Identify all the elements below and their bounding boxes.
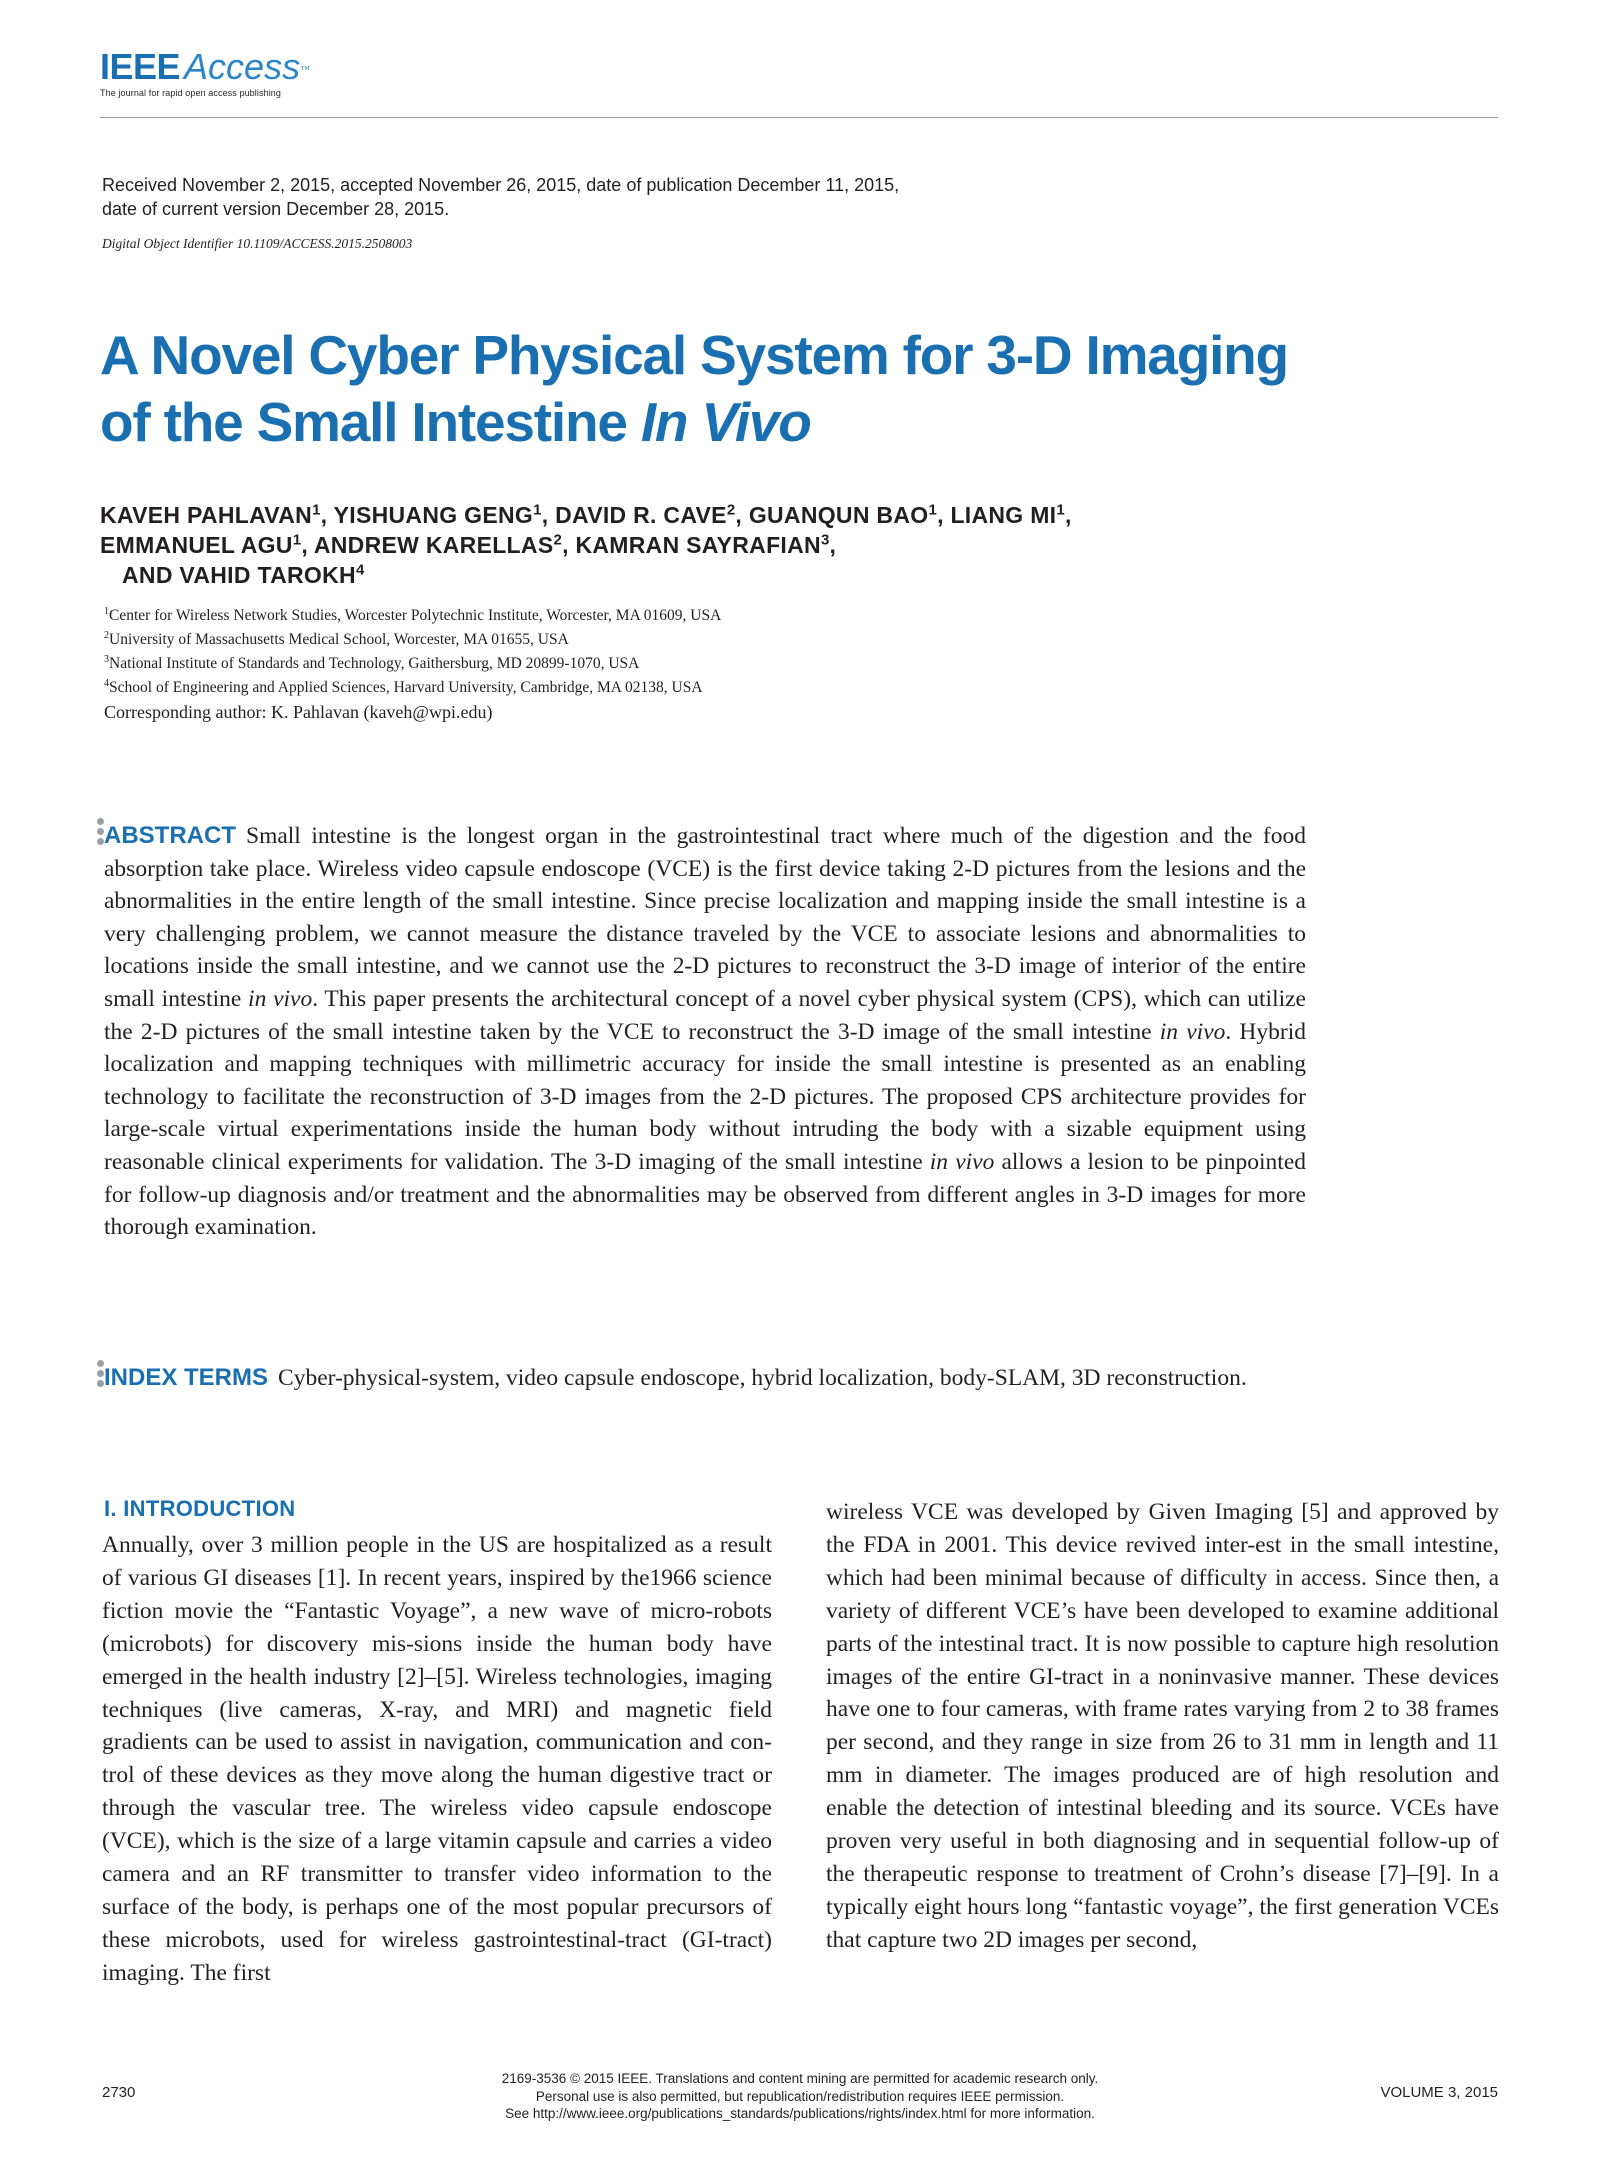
- author-separator: ,: [829, 532, 837, 558]
- page-number: 2730: [102, 2084, 136, 2101]
- affiliation-number: 1: [104, 605, 110, 617]
- abstract-text-4: allows a lesion to be pinpointed for follow-up diagnosis and/or treatment and the abnormalities may be observed from different angles in 3-D images for more thorough examination.: [104, 1148, 1307, 1241]
- abstract: [104, 820, 1306, 1244]
- affiliation-text: School of Engineering and Applied Sciences, Harvard University, Cambridge, MA 02138, USA: [109, 679, 703, 696]
- logo-ieee: IEEE: [100, 46, 181, 87]
- author-separator: ,: [541, 502, 556, 528]
- author-separator: ,: [1064, 502, 1072, 528]
- corresponding-author: Corresponding author: K. Pahlavan (kaveh@wpi.edu): [104, 702, 493, 722]
- author-name: EMMANUEL AGU: [100, 532, 293, 558]
- abstract-text-2: . This paper presents the architectural concept of a novel cyber physical system (CPS), which can utilize the 2-D pictures of the small intestine taken by the VCE to reconstruct the 3-D image of the small intestine: [104, 985, 1306, 1045]
- author-separator: ,: [320, 502, 334, 528]
- author-name: KAMRAN SAYRAFIAN: [575, 532, 821, 558]
- author-name: AND VAHID TAROKH: [122, 562, 356, 588]
- author-separator: ,: [301, 532, 314, 558]
- affiliation-item: [104, 604, 1204, 628]
- title-italic: In Vivo: [640, 391, 811, 453]
- body-column-right: wireless VCE was developed by Given Imaging [5] and approved by the FDA in 2001. This device revived inter-est in the small intestine, which had been minimal because of difficulty in access. Since then, a variety of different VCE’s have been developed to examine additional parts of the intestinal tract. It is now possible to capture high resolution images of the entire GI-tract in a noninvasive manner. These devices have one to four cameras, with frame rates varying from 2 to 38 frames per second, and they range in size from 26 to 31 mm in length and 11 mm in diameter. The images produced are of high resolution and enable the detection of intestinal bleeding and its source. VCEs have proven very useful in both diagnosing and in sequential follow-up of the therapeutic response to treatment of Crohn’s disease [7]–[9]. In a typically eight hours long “fantastic voyage”, the first generation VCEs that capture two 2D images per second,: [826, 1499, 1499, 1953]
- journal-logo: [100, 46, 310, 98]
- title-line-2: [100, 389, 1400, 456]
- author-affiliation: 1: [533, 501, 542, 519]
- author-list: [100, 500, 1400, 590]
- author-separator: ,: [562, 532, 576, 558]
- index-terms-label: INDEX TERMS: [104, 1364, 269, 1391]
- abstract-label: ABSTRACT: [104, 822, 236, 849]
- author-affiliation: 2: [726, 501, 736, 519]
- author-affiliation: 3: [820, 531, 830, 549]
- index-terms: [104, 1362, 1306, 1395]
- abstract-text-1: Small intestine is the longest organ in the gastrointestinal tract where much of the digestion and the food absorption take place. Wireless video capsule endoscope (VCE) is the first device taking 2-D pictures from the lesions and the abnormalities in the entire length of the small intestine. Since precise localization and mapping inside the small intestine is a very challenging problem, we cannot measure the distance traveled by the VCE to associate lesions and abnormalities to locations inside the small intestine, and we cannot use the 2-D pictures to reconstruct the 3-D image of interior of the entire small intestine: [104, 823, 1306, 1012]
- author-affiliation: 1: [312, 501, 321, 519]
- author-line-2: [100, 530, 1400, 560]
- affiliation-item: [104, 676, 1204, 700]
- author-name: ANDREW KARELLAS: [313, 532, 554, 558]
- index-terms-text: Cyber-physical-system, video capsule endoscope, hybrid localization, body-SLAM, 3D reconstruction.: [278, 1365, 1247, 1391]
- author-separator: ,: [937, 502, 951, 528]
- affiliation-number: 2: [104, 629, 110, 641]
- body-column-left: Annually, over 3 million people in the US are hospitalized as a result of various GI diseases [1]. In recent years, inspired by the1966 science fiction movie the “Fantastic Voyage”, a new wave of micro-robots (microbots) for discovery mis-sions inside the human body have emerged in the health industry [2]–[5]. Wireless technologies, imaging techniques (live cameras, X-ray, and MRI) and magnetic field gradients can be used to assist in navigation, communication and con-trol of these devices as they move along the human digestive tract or through the vascular tree. The wireless video capsule endoscope (VCE), which is the size of a large vitamin capsule and carries a video camera and an RF transmitter to transfer video information to the surface of the body, is perhaps one of the most popular precursors of these microbots, used for wireless gastrointestinal-tract (GI-tract) imaging. The first: [102, 1532, 772, 1986]
- copyright-notice: [380, 2070, 1220, 2123]
- affiliation-item: [104, 628, 1204, 652]
- section-heading: I. INTRODUCTION: [104, 1496, 296, 1521]
- author-line-3: [100, 560, 1400, 590]
- abstract-text-3: . Hybrid localization and mapping techniques with millimetric accuracy for inside the small intestine is presented as an enabling technology to facilitate the reconstruction of 3-D images from the 2-D pictures. The proposed CPS architecture provides for large-scale virtual experimentations inside the human body without intruding the body with a sizable equipment using reasonable clinical experiments for validation. The 3-D imaging of the small intestine: [104, 1018, 1306, 1175]
- copyright-line-2: Personal use is also permitted, but republication/redistribution requires IEEE permission.: [535, 2088, 1065, 2104]
- affiliation-number: 4: [104, 677, 110, 689]
- affiliation-number: 3: [104, 653, 110, 665]
- copyright-line-1: 2169-3536 © 2015 IEEE. Translations and content mining are permitted for academic research only.: [501, 2071, 1099, 2086]
- author-affiliation: 2: [553, 531, 563, 549]
- affiliation-text: National Institute of Standards and Technology, Gaithersburg, MD 20899-1070, USA: [109, 655, 640, 672]
- doi: Digital Object Identifier 10.1109/ACCESS.2015.2508003: [102, 236, 413, 251]
- author-name: GUANQUN BAO: [748, 502, 929, 528]
- abstract-italic-2: in vivo: [1159, 1018, 1226, 1045]
- author-affiliation: 1: [1056, 501, 1065, 519]
- author-separator: ,: [735, 502, 749, 528]
- author-name: DAVID R. CAVE: [555, 502, 727, 528]
- author-affiliation: 1: [928, 501, 938, 519]
- abstract-italic-3: in vivo: [929, 1148, 995, 1175]
- header-rule: [100, 117, 1498, 118]
- received-line: Received November 2, 2015, accepted November 26, 2015, date of publication December 11, 2015,: [102, 175, 900, 195]
- affiliation-item: [104, 652, 1204, 676]
- trademark-mark: ™: [300, 64, 310, 76]
- author-affiliation: 1: [292, 531, 302, 549]
- copyright-line-3: See http://www.ieee.org/publications_standards/publications/rights/index.html for more information.: [505, 2106, 1095, 2121]
- affiliation-list: [104, 604, 1204, 700]
- logo-access: Access: [184, 46, 301, 87]
- author-affiliation: 4: [355, 561, 365, 579]
- author-name: YISHUANG GENG: [333, 502, 534, 528]
- author-name: LIANG MI: [950, 502, 1057, 528]
- author-name: KAVEH PAHLAVAN: [100, 502, 313, 528]
- affiliation-text: University of Massachusetts Medical School, Worcester, MA 01655, USA: [109, 631, 569, 648]
- title-line-1: A Novel Cyber Physical System for 3-D Imaging: [100, 324, 1288, 386]
- author-line-1: [100, 500, 1400, 530]
- volume-info: VOLUME 3, 2015: [1380, 2084, 1498, 2101]
- logo-tagline: The journal for rapid open access publishing: [100, 88, 282, 98]
- abstract-italic-1: in vivo: [248, 985, 313, 1012]
- affiliation-text: Center for Wireless Network Studies, Worcester Polytechnic Institute, Worcester, MA 01609, USA: [109, 607, 722, 624]
- title-line-2-text: of the Small Intestine: [100, 391, 641, 453]
- current-version-line: date of current version December 28, 2015.: [102, 199, 450, 219]
- paper-title: [100, 322, 1400, 456]
- received-dates: [102, 173, 1202, 221]
